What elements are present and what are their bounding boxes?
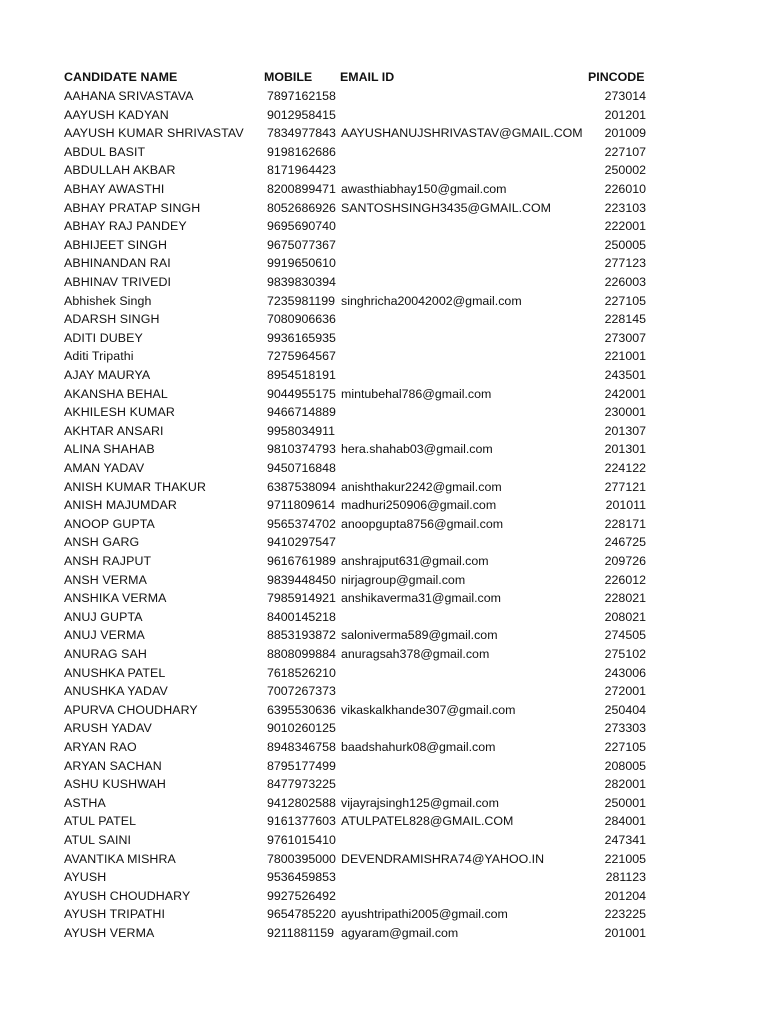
- mobile-number: 7007267373: [267, 684, 336, 699]
- pincode: 247341: [604, 833, 646, 847]
- pincode: 224122: [604, 461, 646, 475]
- mobile-number: 9211881159: [267, 926, 335, 940]
- candidate-name: AKHTAR ANSARI: [64, 423, 164, 438]
- candidate-name: ABDUL BASIT: [64, 144, 146, 159]
- mobile-number: 8477973225: [267, 777, 336, 792]
- mobile-number: 9927526492: [267, 888, 336, 903]
- candidate-name: ASHU KUSHWAH: [64, 777, 166, 792]
- email-id: baadshahurk08@gmail.com: [341, 740, 496, 754]
- candidate-name: ANSH VERMA: [64, 572, 147, 587]
- mobile-number: 9044955175: [267, 386, 336, 401]
- mobile-number: 8171964423: [267, 163, 336, 178]
- mobile-number: 8400145218: [267, 609, 336, 624]
- pincode: 201011: [605, 498, 646, 513]
- table-row: [0, 608, 768, 627]
- candidate-name: ABHINAV TRIVEDI: [64, 275, 172, 289]
- header-row: [0, 68, 768, 87]
- candidate-name: AYUSH VERMA: [64, 926, 155, 940]
- mobile-number: 7235981199: [267, 293, 335, 308]
- email-id: nirjagroup@gmail.com: [341, 572, 466, 587]
- candidate-name: AJAY MAURYA: [64, 368, 151, 382]
- table-row: [0, 850, 768, 869]
- mobile-number: 9466714889: [267, 405, 336, 420]
- pincode: 273303: [604, 721, 646, 736]
- mobile-number: 9761015410: [267, 833, 336, 847]
- pincode: 273014: [604, 89, 646, 103]
- pincode: 246725: [604, 535, 646, 550]
- mobile-number: 9536459853: [267, 870, 336, 885]
- table-row: [0, 775, 768, 794]
- email-id: ayushtripathi2005@gmail.com: [341, 907, 508, 922]
- pincode: 274505: [604, 628, 646, 643]
- header-mobile: MOBILE: [264, 70, 313, 84]
- mobile-number: 7985914921: [267, 591, 336, 606]
- pincode: 277121: [604, 479, 646, 494]
- candidate-name: ARUSH YADAV: [64, 721, 152, 736]
- mobile-number: 9810374793: [267, 442, 336, 457]
- mobile-number: 9161377603: [267, 814, 336, 829]
- table-row: [0, 106, 768, 125]
- email-id: anshrajput631@gmail.com: [341, 554, 489, 568]
- pincode: 277123: [604, 256, 646, 271]
- table-row: [0, 236, 768, 255]
- candidate-name: ANISH KUMAR THAKUR: [64, 479, 207, 494]
- email-id: anuragsah378@gmail.com: [341, 647, 490, 661]
- table-row: [0, 161, 768, 180]
- mobile-number: 7897162158: [267, 89, 336, 103]
- mobile-number: 9616761989: [267, 554, 336, 568]
- email-id: SANTOSHSINGH3435@GMAIL.COM: [341, 200, 551, 215]
- pincode: 250005: [604, 237, 646, 252]
- pincode: 228171: [604, 516, 646, 531]
- email-id: mintubehal786@gmail.com: [341, 386, 492, 401]
- mobile-number: 9198162686: [267, 144, 336, 159]
- pincode: 226010: [604, 182, 646, 196]
- mobile-number: 9839448450: [267, 572, 336, 587]
- candidate-name: ABHINANDAN RAI: [64, 256, 171, 271]
- candidate-name: ARYAN RAO: [64, 740, 137, 754]
- mobile-number: 9450716848: [267, 461, 336, 475]
- pincode: 201001: [604, 926, 646, 940]
- mobile-number: 9695690740: [267, 219, 336, 234]
- candidate-name: ANUSHKA YADAV: [64, 684, 168, 699]
- mobile-number: 6395530636: [267, 702, 336, 717]
- pincode: 243501: [604, 368, 646, 382]
- pincode: 227105: [604, 293, 646, 308]
- mobile-number: 8200899471: [267, 182, 336, 196]
- pincode: 223103: [604, 200, 646, 215]
- candidate-name: ABHAY RAJ PANDEY: [64, 219, 187, 234]
- table-row: [0, 831, 768, 850]
- pincode: 227105: [604, 740, 646, 754]
- table-row: [0, 478, 768, 497]
- pincode: 250001: [604, 795, 646, 810]
- candidate-name: ANUJ GUPTA: [64, 609, 143, 624]
- table-row: [0, 738, 768, 757]
- candidate-name: ANUJ VERMA: [64, 628, 145, 643]
- table-row: [0, 887, 768, 906]
- email-id: DEVENDRAMISHRA74@YAHOO.IN: [341, 851, 545, 866]
- table-row: [0, 924, 768, 943]
- mobile-number: 8853193872: [267, 628, 336, 643]
- pincode: 275102: [604, 647, 646, 661]
- mobile-number: 9711809614: [267, 498, 335, 513]
- pincode: 223225: [604, 907, 646, 922]
- candidate-name: ADITI DUBEY: [64, 330, 143, 345]
- pincode: 221001: [604, 349, 646, 364]
- email-id: madhuri250906@gmail.com: [341, 498, 497, 513]
- mobile-number: 9565374702: [267, 516, 336, 531]
- mobile-number: 9654785220: [267, 907, 336, 922]
- pincode: 201009: [604, 126, 646, 141]
- pincode: 284001: [604, 814, 646, 829]
- candidate-name: ANOOP GUPTA: [64, 516, 155, 531]
- candidate-name: Abhishek Singh: [64, 293, 152, 308]
- table-row: [0, 403, 768, 422]
- pincode: 208021: [604, 609, 646, 624]
- email-id: anishthakur2242@gmail.com: [341, 479, 502, 494]
- pincode: 228145: [604, 312, 646, 327]
- candidate-name: AYUSH CHOUDHARY: [64, 888, 191, 903]
- pincode: 221005: [604, 851, 646, 866]
- mobile-number: 6387538094: [267, 479, 336, 494]
- candidate-name: ABHIJEET SINGH: [64, 237, 168, 252]
- pincode: 272001: [604, 684, 646, 699]
- mobile-number: 8052686926: [267, 200, 336, 215]
- table-row: [0, 422, 768, 441]
- candidate-name: AYUSH TRIPATHI: [64, 907, 165, 922]
- candidate-name: ABHAY PRATAP SINGH: [64, 200, 201, 215]
- mobile-number: 8808099884: [267, 647, 336, 661]
- table-row: [0, 385, 768, 404]
- email-id: anshikaverma31@gmail.com: [341, 591, 501, 606]
- mobile-number: 8795177499: [267, 758, 336, 773]
- header-email-id: EMAIL ID: [340, 70, 395, 84]
- table-row: [0, 180, 768, 199]
- mobile-number: 9010260125: [267, 721, 336, 736]
- mobile-number: 9410297547: [267, 535, 336, 550]
- candidate-name: ANSHIKA VERMA: [64, 591, 167, 606]
- table-row: [0, 199, 768, 218]
- table-row: [0, 812, 768, 831]
- mobile-number: 7080906636: [267, 312, 336, 327]
- candidate-name: AKHILESH KUMAR: [64, 405, 175, 420]
- table-row: [0, 794, 768, 813]
- pincode: 281123: [605, 870, 646, 885]
- candidate-name: ANISH MAJUMDAR: [64, 498, 177, 513]
- table-row: [0, 87, 768, 106]
- table-row: [0, 701, 768, 720]
- candidate-name: Aditi Tripathi: [64, 349, 134, 364]
- candidate-name: AVANTIKA MISHRA: [64, 851, 176, 866]
- table-row: [0, 496, 768, 515]
- pincode: 243006: [604, 665, 646, 680]
- mobile-number: 9839830394: [267, 275, 336, 289]
- table-row: [0, 292, 768, 311]
- mobile-number: 7800395000: [267, 851, 336, 866]
- mobile-number: 8954518191: [267, 368, 336, 382]
- mobile-number: 9675077367: [267, 237, 336, 252]
- pincode: 230001: [604, 405, 646, 420]
- email-id: hera.shahab03@gmail.com: [341, 442, 493, 457]
- pincode: 227107: [604, 144, 646, 159]
- table-row: [0, 440, 768, 459]
- email-id: agyaram@gmail.com: [341, 926, 459, 940]
- email-id: ATULPATEL828@GMAIL.COM: [341, 814, 514, 829]
- candidate-name: ABHAY AWASTHI: [64, 182, 165, 196]
- header-candidate-name: CANDIDATE NAME: [64, 70, 178, 84]
- table-row: [0, 589, 768, 608]
- pincode: 201201: [604, 107, 646, 122]
- table-row: [0, 645, 768, 664]
- pincode: 201307: [604, 423, 646, 438]
- candidate-name: ASTHA: [64, 795, 106, 810]
- pincode: 201204: [604, 888, 646, 903]
- pincode: 226012: [604, 572, 646, 587]
- table-row: [0, 626, 768, 645]
- table-row: [0, 533, 768, 552]
- table-row: [0, 719, 768, 738]
- table-row: [0, 552, 768, 571]
- mobile-number: 7275964567: [267, 349, 336, 364]
- header-pincode: PINCODE: [588, 70, 645, 84]
- pincode: 282001: [604, 777, 646, 792]
- table-row: [0, 905, 768, 924]
- table-row: [0, 366, 768, 385]
- pincode: 273007: [604, 330, 646, 345]
- email-id: vijayrajsingh125@gmail.com: [341, 795, 499, 810]
- table-row: [0, 124, 768, 143]
- candidate-name: ATUL SAINI: [64, 833, 132, 847]
- pincode: 242001: [604, 386, 646, 401]
- candidate-name: AYUSH: [64, 870, 107, 885]
- pincode: 250404: [604, 702, 646, 717]
- table-row: [0, 273, 768, 292]
- pincode: 226003: [604, 275, 646, 289]
- mobile-number: 9936165935: [267, 330, 336, 345]
- email-id: AAYUSHANUJSHRIVASTAV@GMAIL.COM: [341, 126, 583, 141]
- table-row: [0, 310, 768, 329]
- candidate-name: APURVA CHOUDHARY: [64, 702, 198, 717]
- candidate-name: AKANSHA BEHAL: [64, 386, 168, 401]
- table-row: [0, 868, 768, 887]
- table-row: [0, 217, 768, 236]
- table-row: [0, 347, 768, 366]
- candidate-name: ADARSH SINGH: [64, 312, 160, 327]
- pincode: 228021: [604, 591, 646, 606]
- candidate-name: AAYUSH KUMAR SHRIVASTAV: [64, 126, 244, 141]
- candidate-name: ABDULLAH AKBAR: [64, 163, 176, 178]
- candidate-name: AMAN YADAV: [64, 461, 145, 475]
- pincode: 201301: [604, 442, 646, 457]
- candidate-name: ARYAN SACHAN: [64, 758, 162, 773]
- pincode: 222001: [604, 219, 646, 234]
- mobile-number: 9958034911: [267, 423, 335, 438]
- table-row: [0, 459, 768, 478]
- mobile-number: 9919650610: [267, 256, 336, 271]
- mobile-number: 8948346758: [267, 740, 336, 754]
- candidate-name: ANSH RAJPUT: [64, 554, 152, 568]
- table-row: [0, 571, 768, 590]
- table-row: [0, 757, 768, 776]
- mobile-number: 9412802588: [267, 795, 336, 810]
- candidate-name: ATUL PATEL: [64, 814, 137, 829]
- email-id: singhricha20042002@gmail.com: [341, 293, 522, 308]
- table-row: [0, 254, 768, 273]
- table-row: [0, 515, 768, 534]
- email-id: saloniverma589@gmail.com: [341, 628, 498, 643]
- mobile-number: 7618526210: [267, 665, 336, 680]
- candidate-name: AAYUSH KADYAN: [64, 107, 169, 122]
- candidate-name: ALINA SHAHAB: [64, 442, 155, 457]
- email-id: awasthiabhay150@gmail.com: [341, 182, 507, 196]
- table-row: [0, 664, 768, 683]
- mobile-number: 7834977843: [267, 126, 336, 141]
- candidate-name: ANURAG SAH: [64, 647, 147, 661]
- candidate-name: ANUSHKA PATEL: [64, 665, 166, 680]
- candidate-name: ANSH GARG: [64, 535, 140, 550]
- pincode: 209726: [604, 554, 646, 568]
- email-id: vikaskalkhande307@gmail.com: [341, 702, 516, 717]
- mobile-number: 9012958415: [267, 107, 336, 122]
- email-id: anoopgupta8756@gmail.com: [341, 516, 504, 531]
- pincode: 250002: [604, 163, 646, 178]
- pincode: 208005: [604, 758, 646, 773]
- table-row: [0, 143, 768, 162]
- candidate-name: AAHANA SRIVASTAVA: [64, 89, 194, 103]
- table-row: [0, 329, 768, 348]
- table-row: [0, 682, 768, 701]
